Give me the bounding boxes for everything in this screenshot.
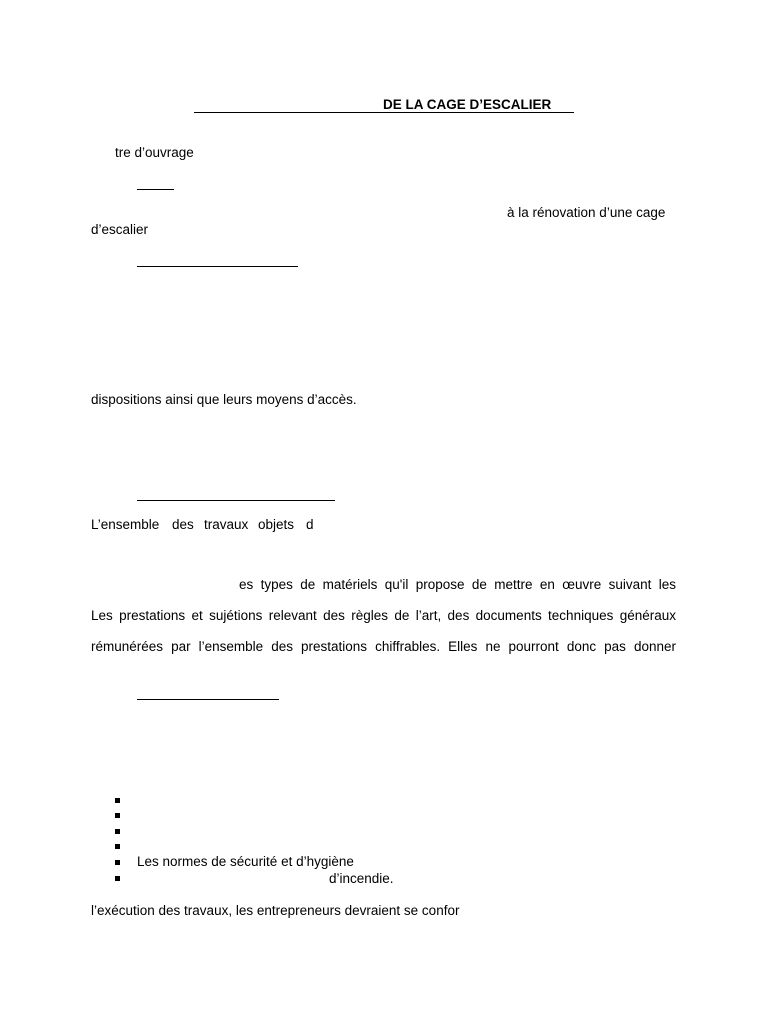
materiels-text: es types de matériels qu'il propose de mettre en œuvre suivant les xyxy=(239,577,676,592)
bullet-marker xyxy=(115,798,120,803)
renovation-text: à la rénovation d’une cage xyxy=(507,205,666,220)
remunerees-text: rémunérées par l’ensemble des prestations chiffrables. Elles ne pourront donc pas donner xyxy=(91,639,676,654)
bullet-marker xyxy=(115,829,120,834)
execution-text: l’exécution des travaux, les entrepreneurs devraient se confor xyxy=(91,903,460,918)
section-heading-underline xyxy=(137,699,279,700)
section-heading-underline xyxy=(137,500,335,501)
ensemble-word: d xyxy=(306,517,314,532)
prestations-text: Les prestations et sujétions relevant des règles de l’art, des documents techniques généraux xyxy=(91,608,676,623)
dispositions-text: dispositions ainsi que leurs moyens d’accès. xyxy=(91,392,357,407)
maitre-ouvrage-text: tre d’ouvrage xyxy=(115,145,194,160)
ensemble-word: travaux xyxy=(204,517,249,532)
ensemble-word: objets xyxy=(258,517,295,532)
bullet-marker xyxy=(115,844,120,849)
ensemble-word: des xyxy=(172,517,194,532)
section-heading-underline xyxy=(137,189,174,190)
bullet-marker xyxy=(115,860,120,865)
bullet-marker xyxy=(115,876,120,881)
bullet-text: Les normes de sécurité et d’hygiène xyxy=(137,854,354,869)
escalier-text: d’escalier xyxy=(91,222,149,237)
page-title: DE LA CAGE D’ESCALIER xyxy=(383,97,552,112)
section-heading-underline xyxy=(137,266,298,267)
ensemble-word: L’ensemble xyxy=(91,517,160,532)
bullet-text: d’incendie. xyxy=(329,871,394,886)
bullet-marker xyxy=(115,813,120,818)
